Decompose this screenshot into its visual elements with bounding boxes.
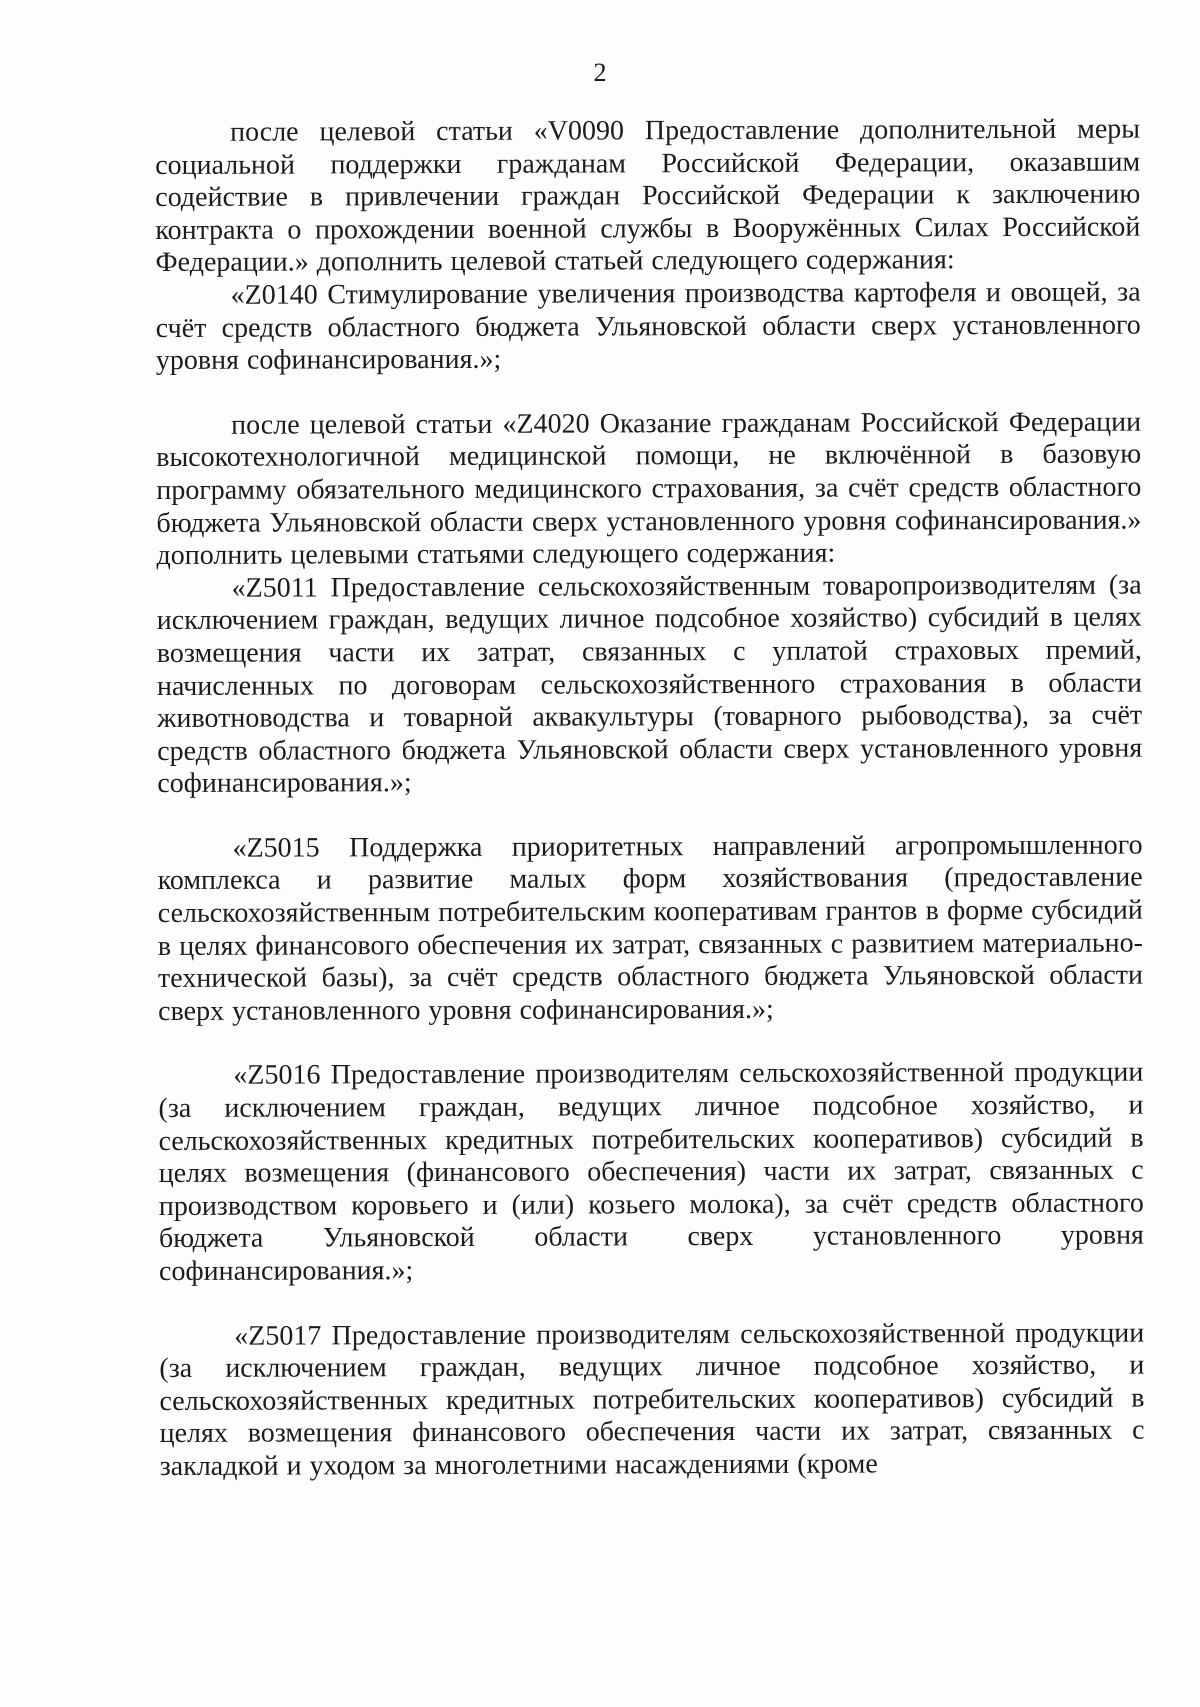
paragraph-v0090-amendment: после целевой статьи «V0090 Предоставление дополнительной меры социальной поддержки гражданам Российской Федерации, оказавшим содействие в привлечении граждан Российской Федерации к заключению контракта о прохождении военной службы в Вооружённых Силах Российской Федерации.» дополнить целевой статьей следующего содержания: — [155, 113, 1141, 279]
paragraph-z5011: «Z5011 Предоставление сельскохозяйственным товаропроизводителям (за исключением граждан, ведущих личное подсобное хозяйство) субсидий в целях возмещения части их затрат, связанных с уплатой страховых премий, начисленных по договорам сельскохозяйственного страхования в области животноводства и товарной аквакультуры (товарного рыбоводства), за счёт средств областного бюджета Ульяновской области сверх установленного уровня софинансирования.»; — [156, 569, 1143, 800]
paragraph-z5016: «Z5016 Предоставление производителям сельскохозяйственной продукции (за исключением граждан, ведущих личное подсобное хозяйство, и сельскохозяйственных кредитных потребительских кооперативов) субсидий в целях возмещения (финансового обеспечения) части их затрат, связанных с производством коровьего и (или) козьего молока), за счёт средств областного бюджета Ульяновской области сверх установленного уровня софинансирования.»; — [158, 1056, 1144, 1287]
paragraph-z0140: «Z0140 Стимулирование увеличения производства картофеля и овощей, за счёт средств областного бюджета Ульяновской области сверх установленного уровня софинансирования.»; — [155, 276, 1141, 377]
paragraph-z4020-amendment: после целевой статьи «Z4020 Оказание гражданам Российской Федерации высокотехнологичной медицинской помощи, не включённой в базовую программу обязательного медицинского страхования, за счёт средств областного бюджета Ульяновской области сверх установленного уровня софинансирования.» дополнить целевыми статьями следующего содержания: — [156, 406, 1142, 572]
page-number: 2 — [593, 58, 607, 87]
paragraph-z5017: «Z5017 Предоставление производителям сельскохозяйственной продукции (за исключением граждан, ведущих личное подсобное хозяйство, и сельскохозяйственных кредитных потребительских кооперативов) субсидий в целях возмещения финансового обеспечения части их затрат, связанных с закладкой и уходом за многолетними насаждениями (кроме — [159, 1317, 1145, 1482]
paragraph-z5015: «Z5015 Поддержка приоритетных направлений агропромышленного комплекса и развитие малых форм хозяйствования (предоставление сельскохозяйственным потребительским кооперативам грантов в форме субсидий в целях финансового обеспечения их затрат, связанных с развитием материально-технической базы), за счёт средств областного бюджета Ульяновской области сверх установленного уровня софинансирования.»; — [157, 829, 1144, 1027]
document-body — [155, 114, 1145, 1484]
